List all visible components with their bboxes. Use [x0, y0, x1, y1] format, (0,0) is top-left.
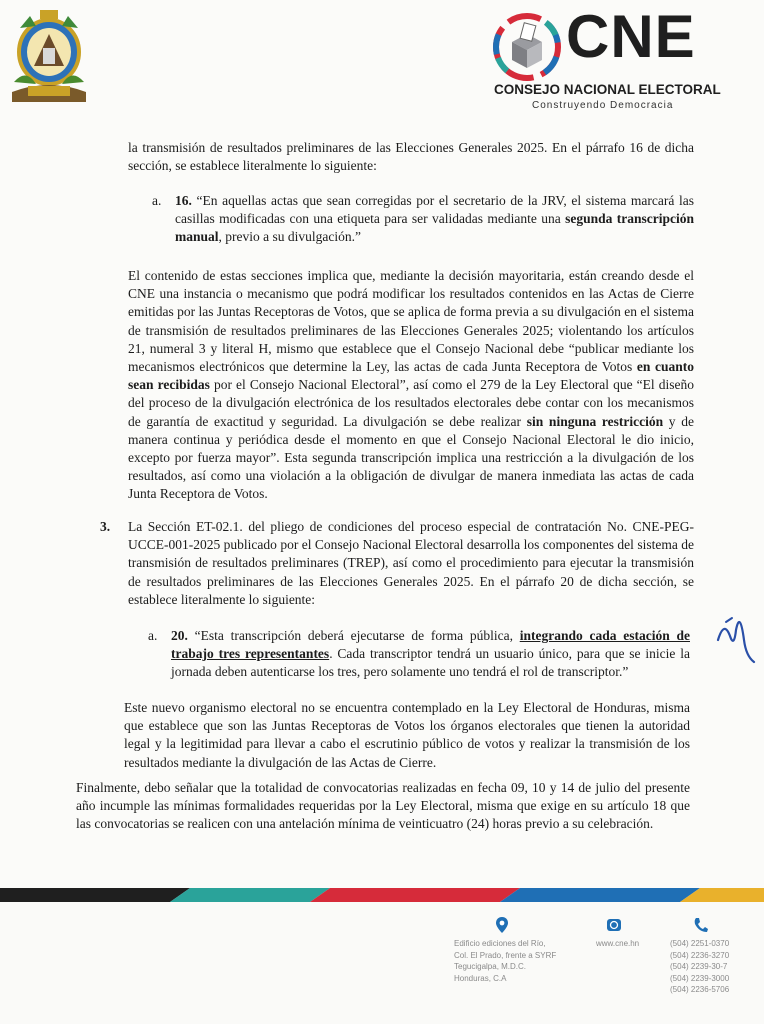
list-marker-3: 3.: [100, 519, 111, 534]
address-line: Edificio ediciones del Río,: [454, 939, 546, 948]
quote-number: 16.: [175, 193, 192, 208]
logo-tagline: Construyendo Democracia: [532, 100, 674, 111]
paragraph-organism: Este nuevo organismo electoral no se encuentra contemplado en la Ley Electoral de Honduras, misma que establece que son las Juntas Receptoras de Votos los órganos electorales que tienen la autoridad legal y la legitimidad para llevar a cabo el escrutinio público de votos y realizar la transmisión de los resultados mediante la divulgación de las Actas de Cierre.: [124, 700, 690, 770]
paragraph-conclusion: Finalmente, debo señalar que la totalidad de convocatorias realizadas en fecha 09, 10 y 14 de julio del presente año incumple las mínimas formalidades requeridas por la Ley Electoral, misma que exige en su artículo 18 que las convocatorias se realicen con una antelación mínima de veinticuatro (24) horas previo a su celebración.: [76, 780, 690, 832]
logo-organization-name: CONSEJO NACIONAL ELECTORAL: [494, 82, 721, 97]
stripe-blue: [500, 888, 700, 902]
paragraph-intro: la transmisión de resultados preliminares de las Elecciones Generales 2025. En el párrafo 16 de dicha sección, se establece literalmente lo siguiente:: [128, 140, 694, 174]
stripe-red: [310, 888, 520, 902]
footer-color-stripe: [0, 888, 764, 902]
bold-segment: en cuanto sean recibidas: [128, 359, 694, 393]
paragraph-analysis: [128, 267, 694, 504]
cne-logo: [488, 3, 738, 114]
ballot-box-icon: [492, 12, 562, 82]
quote-paragraph-20: [171, 627, 690, 682]
footer-website[interactable]: www.cne.hn: [596, 939, 640, 948]
quote-paragraph-16: [175, 192, 694, 247]
quote-text: “Esta transcripción deberá ejecutarse de forma pública,: [187, 628, 520, 643]
bold-segment: sin ninguna restricción: [526, 413, 664, 429]
phone-number: (504) 2236-3270: [670, 950, 730, 960]
quote-bold: segunda transcripción manual: [175, 211, 694, 245]
quote-text: “En aquellas actas que sean corregidas por el secretario de la JRV, el sistema marcará las casillas modificadas con una etiqueta para ser validadas mediante una: [175, 193, 694, 227]
address-line: Honduras, C.A: [454, 973, 507, 983]
quote-text-end: . Cada transcriptor tendrá un usuario único, para que se inicie la jornada deben autenticarse los tres, pero solamente uno tendrá el rol de transcriptor.”: [171, 646, 690, 680]
page-footer: [0, 902, 764, 1024]
text-segment: El contenido de estas secciones implica que, mediante la decisión mayoritaria, están creando desde el CNE una instancia o mecanismo que podrá modificar los resultados contenidos en las Actas de Cierre emitidas por las Juntas Receptoras de Votos, que se aplica de forma previa a su divulgación en el sistema de transmisión de resultados preliminares de las Elecciones Generales 2025; violentando los artículos 21, numeral 3 y literal H, mismo que establece que el Consejo Nacional debe “publicar mediante los mecanismos electrónicos que determine la Ley, las actas de cada Junta Receptora de Votos: [128, 268, 694, 375]
footer-phones: [670, 938, 729, 996]
quote-number: 20.: [171, 628, 188, 643]
honduras-coat-of-arms: [6, 8, 92, 104]
phone-number: (504) 2239-3000: [670, 973, 730, 983]
phone-number: (504) 2236-5706: [670, 985, 730, 994]
location-pin-icon: [494, 916, 510, 934]
footer-address: [454, 938, 556, 984]
quote-bold-underline: integrando cada estación de trabajo tres representantes: [171, 628, 690, 662]
address-line: Tegucigalpa, M.D.C.: [454, 962, 527, 971]
web-icon: [606, 916, 622, 934]
list-marker-a: a.: [148, 628, 158, 643]
paragraph-item-3: La Sección ET-02.1. del pliego de condiciones del proceso especial de contratación No. CNE-PEG-UCCE-001-2025 publicado por el Consejo Nacional Electoral desarrolla los componentes del sistema de transmisión de resultados preliminares (TREP), así como el procedimiento para ejecutar la transmisión de resultados preliminares de las Elecciones Generales 2025. En el párrafo 20 de dicha sección, se establece literalmente lo siguiente:: [128, 519, 694, 607]
text-segment: por el Consejo Nacional Electoral”, así como el 279 de la Ley Electoral que “El diseño del proceso de la divulgación electrónica de los resultados electorales debe contar con los mecanismos de garantía de exactitud y seguridad. La divulgación se debe realizar: [128, 377, 694, 429]
handwritten-initial: [710, 600, 760, 670]
stripe-dark: [0, 888, 190, 902]
logo-wordmark: CNE: [566, 3, 696, 70]
phone-icon: [692, 916, 708, 934]
phone-number: (504) 2251-0370: [670, 939, 730, 948]
text-segment: y de manera continua y periódica desde el momento en que el Consejo Nacional Electoral le dio inicio, excepto por fuerza mayor”. Esta segunda transcripción implica una restricción a la divulgación de los resultados, así como una violación a la obligación de divulgar de manera inmediata las actas de cada Junta Receptora de Votos.: [128, 413, 694, 502]
stripe-teal: [170, 888, 330, 902]
quote-text-end: , previo a su divulgación.”: [218, 229, 361, 245]
phone-number: (504) 2239-30-7: [670, 962, 728, 971]
list-marker-a: a.: [152, 193, 162, 208]
address-line: Col. El Prado, frente a SYRF: [454, 950, 557, 960]
